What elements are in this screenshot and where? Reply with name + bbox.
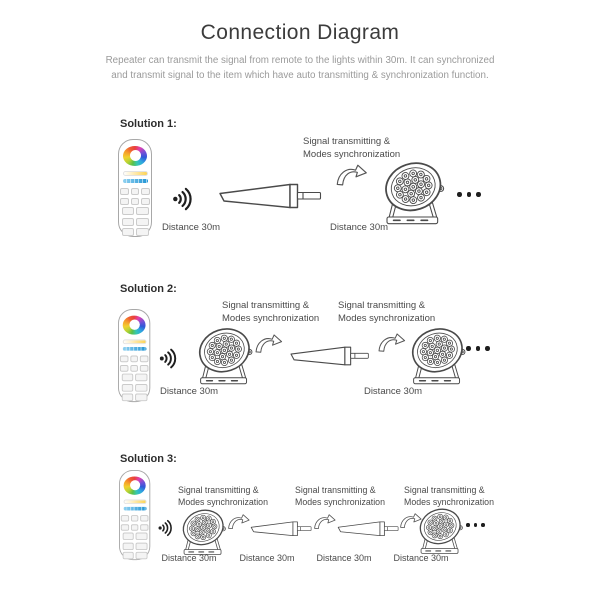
signal-transmitting-label	[295, 485, 385, 508]
more-lights-ellipsis-icon	[457, 192, 481, 197]
more-lights-ellipsis-icon	[466, 523, 485, 527]
garden-light-illustration	[383, 160, 447, 226]
remote-button	[122, 552, 134, 559]
remote-button	[140, 515, 148, 521]
sync-arrow-icon	[254, 333, 284, 355]
subtitle-line-1: Repeater can transmit the signal from remote to the lights within 30m. It can synchronized	[105, 55, 495, 66]
signal-label-line-2: Modes synchronization	[295, 496, 385, 507]
signal-label-line-1: Signal transmitting &	[222, 300, 310, 311]
more-lights-ellipsis-icon	[466, 346, 490, 351]
garden-light-illustration	[418, 507, 465, 555]
signal-label-line-2: Modes synchronization	[404, 496, 494, 507]
distance-label: Distance 30m	[239, 553, 295, 563]
remote-button	[122, 542, 134, 549]
sync-arrow-icon	[335, 163, 369, 188]
sync-arrow-icon	[227, 513, 251, 531]
garden-light-illustration	[181, 508, 228, 556]
distance-label: Distance 30m	[161, 222, 221, 233]
remote-button	[122, 228, 135, 236]
signal-label-line-2: Modes synchronization	[222, 313, 320, 324]
signal-transmitting-label	[338, 299, 435, 325]
cct-slider	[123, 499, 146, 504]
solution-2-heading: Solution 2:	[120, 283, 177, 295]
remote-button-grid	[121, 515, 148, 559]
remote-button	[136, 542, 148, 549]
color-wheel	[123, 146, 147, 166]
remote-button	[136, 207, 149, 215]
remote-button	[136, 228, 149, 236]
remote-control-illustration	[118, 309, 152, 407]
remote-button	[121, 515, 129, 521]
remote-button	[121, 374, 133, 382]
repeater-illustration	[337, 521, 399, 537]
remote-button	[136, 533, 148, 540]
remote-button	[122, 533, 134, 540]
solution-1-heading: Solution 1:	[120, 118, 177, 130]
sync-arrow-icon	[377, 332, 407, 354]
signal-label-line-1: Signal transmitting &	[338, 300, 426, 311]
remote-button	[122, 218, 135, 226]
remote-button	[121, 394, 133, 402]
distance-label: Distance 30m	[159, 386, 219, 397]
remote-body	[119, 470, 150, 560]
remote-button	[140, 356, 148, 363]
remote-button	[135, 384, 147, 392]
remote-button	[120, 188, 129, 195]
brightness-slider	[123, 179, 148, 183]
remote-button	[121, 384, 133, 392]
subtitle-line-2: and transmit signal to the item which have auto transmitting & synchronization function.	[111, 70, 489, 81]
remote-body	[118, 309, 150, 402]
distance-label: Distance 30m	[316, 553, 372, 563]
remote-control-illustration	[118, 139, 152, 237]
signal-waves-icon	[171, 184, 196, 214]
page-title: Connection Diagram	[200, 21, 400, 44]
remote-button	[121, 524, 129, 530]
signal-waves-icon	[157, 517, 175, 539]
signal-transmitting-label	[178, 485, 268, 508]
signal-label-line-2: Modes synchronization	[178, 496, 268, 507]
signal-waves-icon	[158, 345, 180, 372]
cct-slider	[122, 339, 146, 344]
remote-button	[131, 524, 139, 530]
remote-button	[141, 188, 150, 195]
page-subtitle	[0, 53, 600, 83]
cct-slider	[123, 171, 148, 177]
repeater-illustration	[250, 521, 312, 537]
distance-label: Distance 30m	[329, 222, 389, 233]
signal-label-line-1: Signal transmitting &	[178, 485, 259, 495]
solution-3-heading: Solution 3:	[120, 453, 177, 465]
remote-button	[120, 365, 128, 372]
remote-button	[140, 524, 148, 530]
remote-body	[118, 139, 152, 237]
signal-label-line-2: Modes synchronization	[338, 313, 436, 324]
remote-button-grid	[120, 188, 150, 236]
signal-transmitting-label	[303, 135, 400, 161]
color-wheel	[124, 476, 146, 494]
remote-button	[141, 198, 150, 205]
remote-control-illustration	[119, 470, 153, 568]
remote-button-grid	[120, 356, 148, 401]
remote-button	[135, 394, 147, 402]
brightness-slider	[122, 347, 146, 351]
brightness-slider	[123, 507, 146, 511]
remote-button	[131, 198, 140, 205]
remote-button	[140, 365, 148, 372]
remote-button	[120, 356, 128, 363]
remote-button	[120, 198, 129, 205]
remote-button	[136, 218, 149, 226]
remote-button	[135, 374, 147, 382]
garden-light-illustration	[410, 326, 468, 386]
repeater-illustration	[218, 183, 322, 209]
color-wheel	[123, 316, 146, 335]
remote-button	[130, 356, 138, 363]
distance-label: Distance 30m	[161, 553, 217, 563]
signal-label-line-2: Modes synchronization	[303, 149, 401, 160]
distance-label: Distance 30m	[393, 553, 449, 563]
remote-button	[131, 188, 140, 195]
remote-button	[136, 552, 148, 559]
remote-button	[131, 515, 139, 521]
repeater-illustration	[289, 346, 370, 366]
garden-light-illustration	[197, 326, 255, 386]
signal-transmitting-label	[404, 485, 494, 508]
signal-label-line-1: Signal transmitting &	[295, 485, 376, 495]
remote-button	[122, 207, 135, 215]
sync-arrow-icon	[313, 513, 337, 531]
signal-label-line-1: Signal transmitting &	[404, 485, 485, 495]
distance-label: Distance 30m	[363, 386, 423, 397]
remote-button	[130, 365, 138, 372]
signal-label-line-1: Signal transmitting &	[303, 136, 391, 147]
signal-transmitting-label	[222, 299, 319, 325]
